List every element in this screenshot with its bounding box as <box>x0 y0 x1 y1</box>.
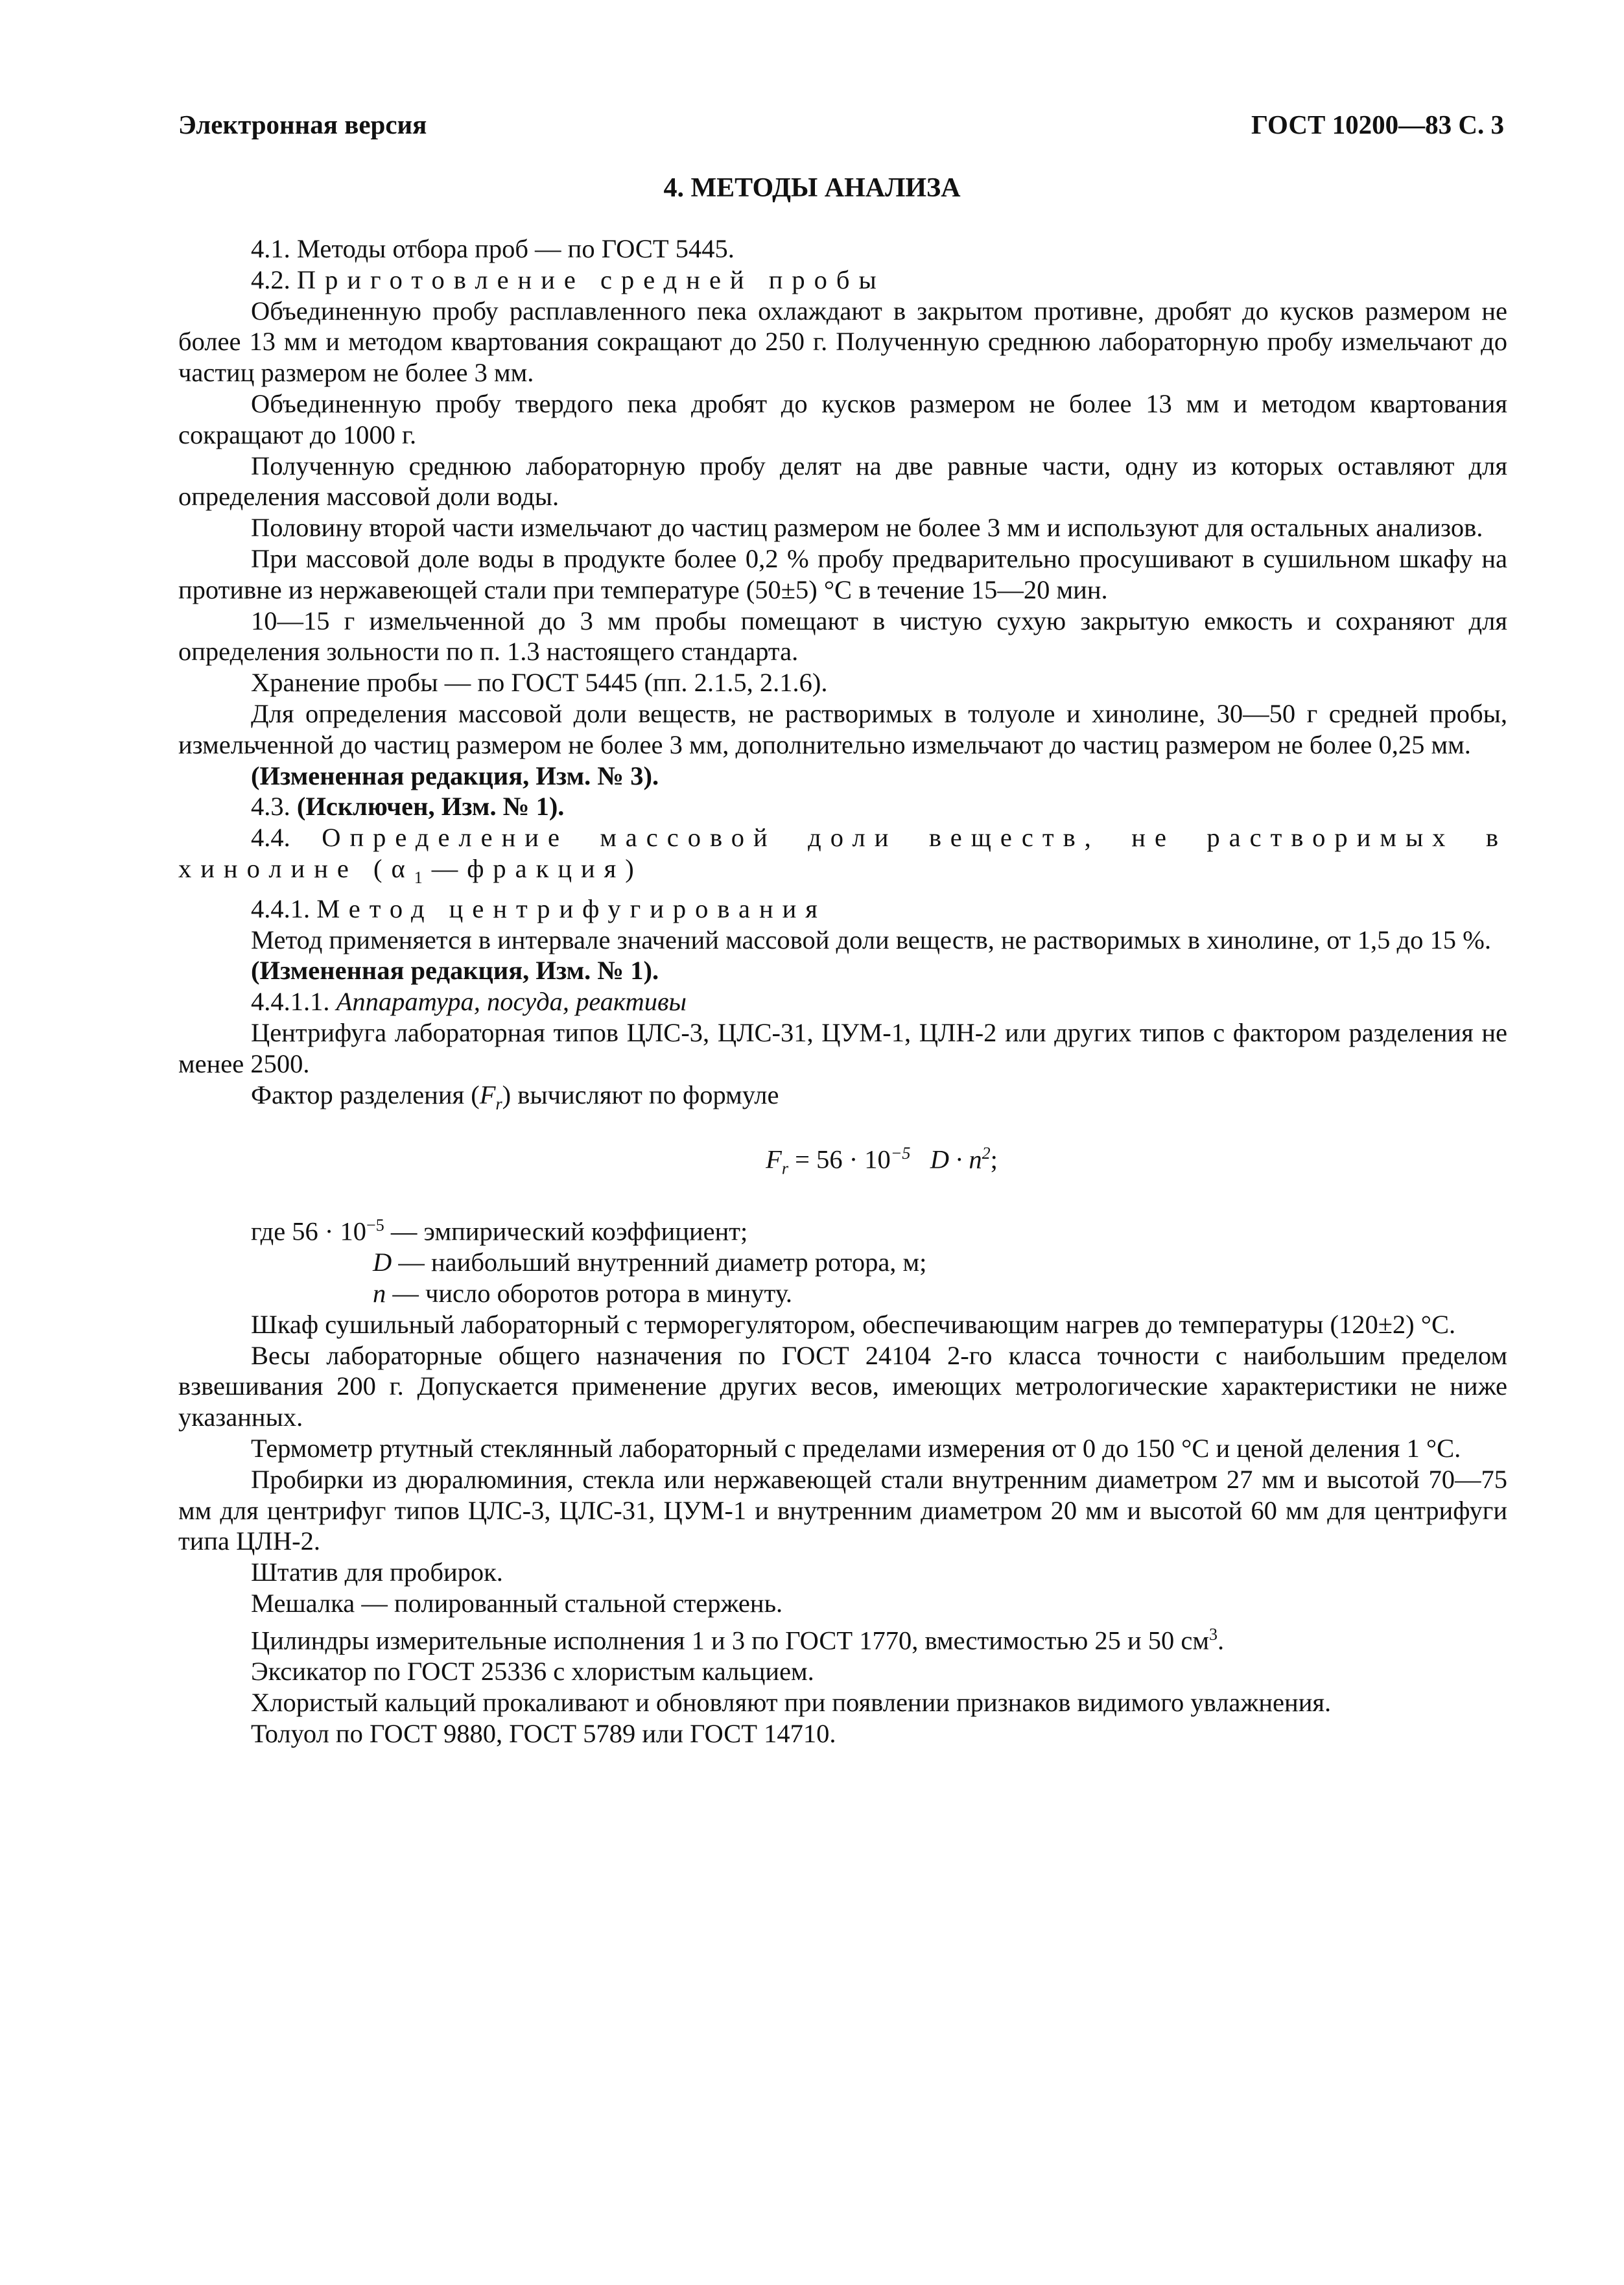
superscript: −5 <box>890 1143 911 1163</box>
subsection-heading <box>178 822 1507 894</box>
paragraph: Для определения массовой доли веществ, не растворимых в толуоле и хинолине, 30—50 г средней пробы, измельченной до частиц размером не более 3 мм, дополнительно измельчают до частиц размером не более 0,25 мм. <box>178 698 1507 759</box>
formula-symbol: F <box>479 1080 496 1109</box>
amendment-note: (Измененная редакция, Изм. № 3). <box>251 761 659 790</box>
header-standard-page: ГОСТ 10200—83 С. 3 <box>1251 110 1504 139</box>
clause-number: 4.4.1. <box>251 894 311 923</box>
clause-title: Метод центрифугирования <box>316 894 827 923</box>
paragraph: Термометр ртутный стеклянный лабораторный с пределами измерения от 0 до 150 °С и ценой деления 1 °С. <box>251 1433 1461 1463</box>
subsection-heading <box>178 265 1507 296</box>
paragraph: При массовой доле воды в продукте более 0,2 % пробу предварительно просушивают в сушильном шкафу на противне из нержавеющей стали при температуре (50±5) °С в течение 15—20 мин. <box>178 543 1507 604</box>
paragraph: Хлористый кальций прокаливают и обновляют при появлении признаков видимого увлажнения. <box>251 1687 1332 1717</box>
paragraph: Штатив для пробирок. <box>251 1557 503 1587</box>
superscript: 3 <box>1208 1624 1218 1644</box>
formula-legend-line <box>251 1210 1507 1247</box>
text-run: где 56 · 10 <box>251 1216 367 1246</box>
clause-title: Определение массовой доли веществ, не растворимых в хинолине (α <box>178 823 1508 883</box>
paragraph: Толуол по ГОСТ 9880, ГОСТ 5789 или ГОСТ 14710. <box>251 1718 836 1748</box>
clause-number: 4.2. <box>251 265 290 294</box>
text-run: . <box>1217 1626 1225 1655</box>
paragraph <box>178 1619 1507 1656</box>
paragraph <box>178 1080 1507 1120</box>
paragraph: Пробирки из дюралюминия, стекла или нержавеющей стали внутренним диаметром 27 мм и высотой 70—75 мм для центрифуг типов ЦЛС-3, ЦЛС-31, ЦУМ-1 и внутренним диаметром 20 мм и высотой 60 мм для центрифуги типа ЦЛН-2. <box>178 1464 1507 1556</box>
clause-title: Приготовление средней пробы <box>296 265 886 294</box>
formula-legend-line <box>373 1278 1507 1309</box>
amendment-note: (Исключен, Изм. № 1). <box>296 792 565 822</box>
clause-number: 4.4.1.1. <box>251 987 330 1017</box>
paragraph: Эксикатор по ГОСТ 25336 с хлористым кальцием. <box>251 1657 814 1687</box>
text-run: — число оборотов ротора в минуту. <box>386 1278 793 1308</box>
formula-end: ; <box>990 1144 998 1174</box>
paragraph: Полученную среднюю лабораторную пробу делят на две равные части, одну из которых оставляют для определения массовой доли воды. <box>178 451 1507 512</box>
document-body <box>178 233 1507 1749</box>
paragraph: Половину второй части измельчают до частиц размером не более 3 мм и используют для остальных анализов. <box>251 513 1483 543</box>
formula-symbol: n <box>373 1278 386 1308</box>
formula-symbol: D <box>373 1248 392 1277</box>
amendment-note: (Измененная редакция, Изм. № 1). <box>251 956 659 986</box>
text-run: Цилиндры измерительные исполнения 1 и 3 по ГОСТ 1770, вместимостью 25 и 50 см <box>251 1626 1209 1655</box>
clause-number: 4.3. <box>251 792 290 822</box>
paragraph: Метод применяется в интервале значений массовой доли веществ, не растворимых в хинолине, от 1,5 до 15 %. <box>251 925 1491 954</box>
text-run: Фактор разделения ( <box>251 1080 480 1109</box>
paragraph: 4.1. Методы отбора проб — по ГОСТ 5445. <box>251 234 735 263</box>
clause-title-end: —фракция) <box>431 853 643 883</box>
text-run: — наибольший внутренний диаметр ротора, м; <box>392 1248 927 1277</box>
clause-title: Аппаратура, посуда, реактивы <box>336 987 687 1017</box>
paragraph: Весы лабораторные общего назначения по ГОСТ 24104 2-го класса точности с наибольшим пределом взвешивания 200 г. Допускается применение других весов, имеющих метрологические характеристики не ниже указанных. <box>178 1340 1507 1432</box>
paragraph: Объединенную пробу твердого пека дробят до кусков размером не более 13 мм и методом квартования сокращают до 1000 г. <box>178 388 1507 449</box>
clause-number: 4.4. <box>251 823 290 853</box>
paragraph: Центрифуга лабораторная типов ЦЛС-3, ЦЛС-31, ЦУМ-1, ЦЛН-2 или других типов с фактором разделения не менее 2500. <box>178 1018 1507 1078</box>
subscript: 1 <box>414 868 432 888</box>
superscript: −5 <box>366 1215 384 1235</box>
formula <box>256 1138 1507 1184</box>
paragraph: Мешалка — полированный стальной стержень. <box>251 1588 783 1618</box>
subsection-heading <box>178 986 1507 1017</box>
superscript: 2 <box>982 1143 991 1163</box>
subscript: r <box>781 1159 788 1178</box>
section-title: 4. МЕТОДЫ АНАЛИЗА <box>663 173 961 203</box>
subsection-heading <box>178 894 1507 925</box>
subscript: r <box>495 1094 502 1113</box>
paragraph: Шкаф сушильный лабораторный с терморегулятором, обеспечивающим нагрев до температуры (120±2) °С. <box>251 1309 1456 1339</box>
paragraph: Объединенную пробу расплавленного пека охлаждают в закрытом противне, дробят до кусков размером не более 13 мм и методом квартования сокращают до 250 г. Полученную среднюю лабораторную пробу измельчают до частиц размером не более 3 мм. <box>178 296 1507 388</box>
text-run: ) вычисляют по формуле <box>502 1080 779 1109</box>
formula-lhs: F <box>766 1144 782 1174</box>
subsection-heading <box>178 791 1507 822</box>
paragraph: 10—15 г измельченной до 3 мм пробы помещают в чистую сухую закрытую емкость и сохраняют для определения зольности по п. 1.3 настоящего стандарта. <box>178 606 1507 667</box>
formula-rhs: D · n <box>930 1144 982 1174</box>
formula-coefficient: = 56 · 10 <box>795 1144 891 1174</box>
paragraph: Хранение пробы — по ГОСТ 5445 (пп. 2.1.5, 2.1.6). <box>251 668 828 698</box>
header-edition-label: Электронная версия <box>178 110 427 139</box>
text-run: — эмпирический коэффициент; <box>384 1216 748 1246</box>
formula-legend-line <box>373 1247 1507 1278</box>
